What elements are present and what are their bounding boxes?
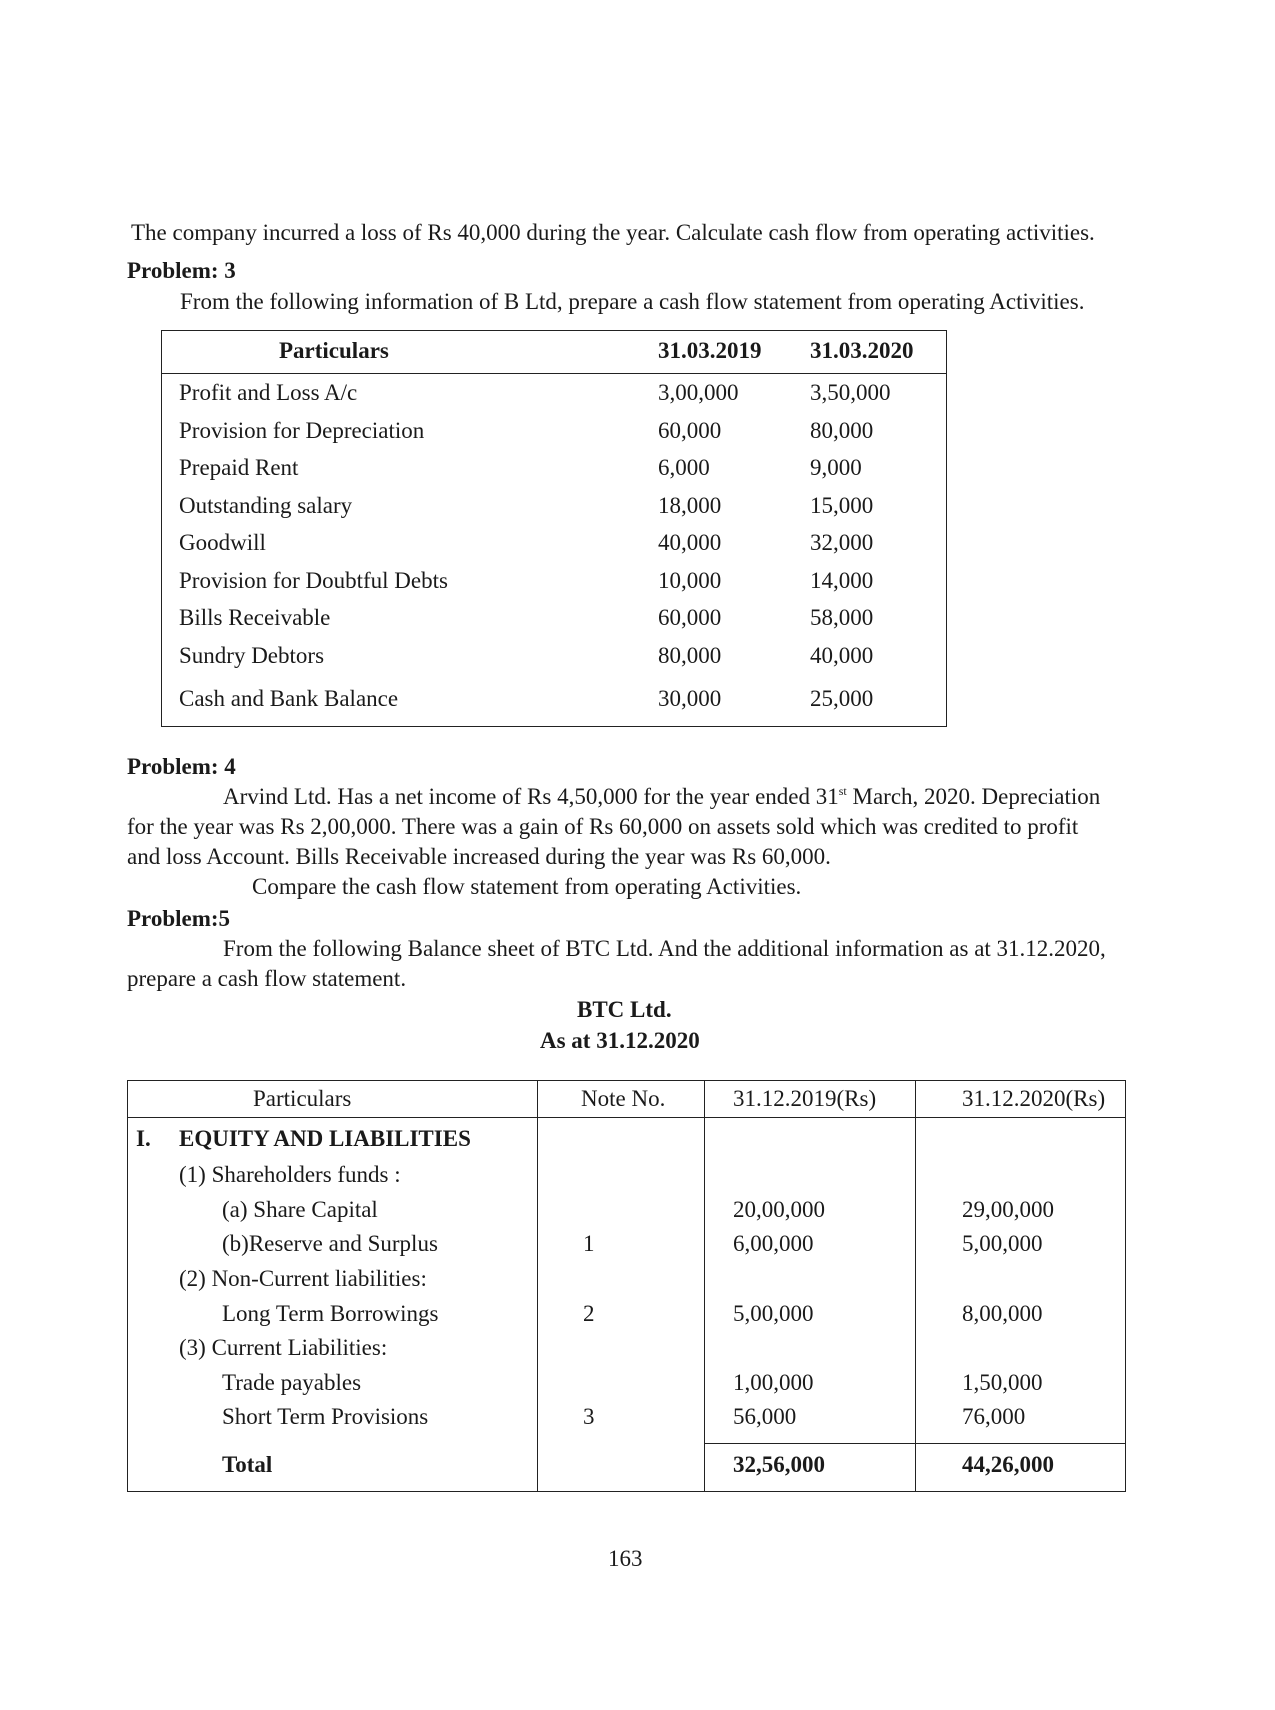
t2-header-2020: 31.12.2020(Rs) [962,1086,1106,1111]
t1-row-label: Profit and Loss A/c [179,380,358,405]
balance-sheet-table [127,1080,1126,1492]
t2-row-value-2019: 6,00,000 [733,1231,814,1256]
problem5-heading: Problem:5 [127,906,231,931]
problem4-heading: Problem: 4 [127,754,236,779]
balance-sheet-date: As at 31.12.2020 [540,1028,700,1053]
t2-row-value-2019: 20,00,000 [733,1197,825,1222]
t1-row-value-2019: 60,000 [658,418,722,443]
t1-row-value-2020: 32,000 [810,530,874,555]
t2-row-value-2020: 76,000 [962,1404,1026,1429]
t2-row-label: Trade payables [222,1370,362,1395]
t2-total-label: Total [222,1452,273,1477]
t2-row-value-2019: 5,00,000 [733,1301,814,1326]
t1-row-value-2020: 80,000 [810,418,874,443]
t1-row-label: Bills Receivable [179,605,331,630]
t2-total-rule [704,1443,1125,1444]
problem4-line4: Compare the cash flow statement from operating Activities. [252,874,802,899]
problem4-line3: and loss Account. Bills Receivable increased during the year was Rs 60,000. [127,844,831,869]
t1-row-value-2019: 6,000 [658,455,710,480]
t2-header-particulars: Particulars [253,1086,352,1111]
t1-row-value-2019: 80,000 [658,643,722,668]
t1-row-label: Provision for Depreciation [179,418,425,443]
t2-row-label: Long Term Borrowings [222,1301,439,1326]
balance-sheet-company: BTC Ltd. [577,997,672,1022]
problem4-line1 [223,783,1100,811]
t2-row-value-2020: 29,00,000 [962,1197,1054,1222]
t2-row-note: 2 [583,1301,595,1326]
problem3-heading: Problem: 3 [127,258,236,283]
t1-row-label: Cash and Bank Balance [179,686,399,711]
t2-row-label: (2) Non-Current liabilities: [179,1266,427,1291]
t1-row-label: Outstanding salary [179,493,353,518]
t1-row-value-2019: 18,000 [658,493,722,518]
t1-row-value-2020: 9,000 [810,455,862,480]
page-number: 163 [608,1546,643,1571]
t1-header-2020: 31.03.2020 [810,338,914,363]
t1-row-value-2020: 14,000 [810,568,874,593]
t2-col-rule-1 [537,1081,538,1491]
problem4-line1-rest: March, 2020. Depreciation [846,784,1101,809]
t1-row-value-2020: 15,000 [810,493,874,518]
t1-row-value-2019: 3,00,000 [658,380,739,405]
problem5-line2: prepare a cash flow statement. [127,966,407,991]
intro-line: The company incurred a loss of Rs 40,000 during the year. Calculate cash flow from operating activities. [131,220,1095,245]
t1-header-2019: 31.03.2019 [658,338,762,363]
t1-header-particulars: Particulars [279,338,389,363]
problem4-line1-text: Arvind Ltd. Has a net income of Rs 4,50,000 for the year ended 31 [223,784,839,809]
t2-row-value-2020: 1,50,000 [962,1370,1043,1395]
problem4-line2: for the year was Rs 2,00,000. There was a gain of Rs 60,000 on assets sold which was credited to profit [127,814,1079,839]
t2-row-note: 1 [583,1231,595,1256]
t2-row-value-2019: 56,000 [733,1404,797,1429]
t1-row-value-2020: 25,000 [810,686,874,711]
t1-row-value-2020: 40,000 [810,643,874,668]
t2-row-label: (3) Current Liabilities: [179,1335,388,1360]
problem3-text: From the following information of B Ltd, prepare a cash flow statement from operating Activities. [180,289,1085,314]
t1-row-value-2019: 60,000 [658,605,722,630]
t1-row-label: Provision for Doubtful Debts [179,568,448,593]
t1-row-value-2019: 30,000 [658,686,722,711]
problem5-line1: From the following Balance sheet of BTC Ltd. And the additional information as at 31.12.2020, [223,936,1106,961]
t1-row-value-2019: 10,000 [658,568,722,593]
t2-col-rule-2 [704,1081,705,1491]
t1-row-label: Goodwill [179,530,266,555]
t1-row-value-2019: 40,000 [658,530,722,555]
problem4-ordinal: st [838,784,847,798]
t2-row-value-2019: 1,00,000 [733,1370,814,1395]
t2-header-rule [128,1117,1125,1118]
t2-row-label: Short Term Provisions [222,1404,429,1429]
t2-row-value-2020: 5,00,000 [962,1231,1043,1256]
t2-header-note: Note No. [581,1086,666,1111]
t2-row-label: (b)Reserve and Surplus [222,1231,438,1256]
t2-row-label: (1) Shareholders funds : [179,1162,401,1187]
t1-row-value-2020: 3,50,000 [810,380,891,405]
t2-col-rule-3 [915,1081,916,1491]
t2-section-number: I. [136,1126,151,1151]
t2-row-note: 3 [583,1404,595,1429]
t2-row-label: (a) Share Capital [222,1197,378,1222]
t1-row-label: Prepaid Rent [179,455,299,480]
problem3-table [161,330,947,727]
t2-header-2019: 31.12.2019(Rs) [733,1086,877,1111]
t2-section-title: EQUITY AND LIABILITIES [179,1126,471,1151]
t1-row-value-2020: 58,000 [810,605,874,630]
t2-total-2019: 32,56,000 [733,1452,825,1477]
t1-row-label: Sundry Debtors [179,643,325,668]
t2-row-value-2020: 8,00,000 [962,1301,1043,1326]
t2-total-2020: 44,26,000 [962,1452,1054,1477]
